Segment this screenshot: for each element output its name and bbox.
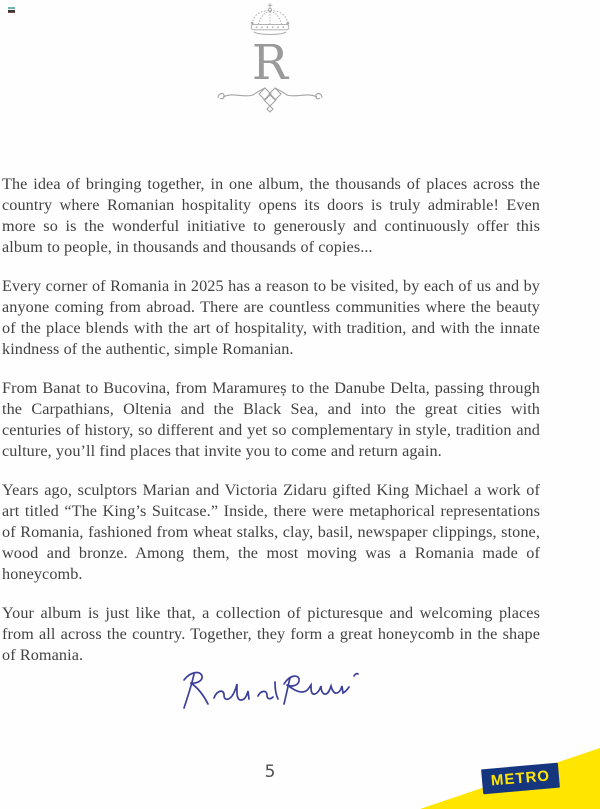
body-paragraph: Every corner of Romania in 2025 has a reason to be visited, by each of us and by anyone coming from abroad. There are countless communities where the beauty of the place blends with the art of hospitality, with tradition, and with the innate kindness of the authentic, simple Romanian. [2,277,540,358]
metro-logo [412,744,600,809]
body-paragraph: From Banat to Bucovina, from Maramureș to the Danube Delta, passing through the Carpathians, Oltenia and the Black Sea, and into the great cities with centuries of history, so different and yet so complementary in style, tradition and culture, you’ll find places that invite you to come and return again. [2,379,540,460]
royal-monogram [0,2,540,114]
page-number: 5 [264,762,276,782]
crown-icon [245,2,295,38]
metro-wordmark: METRO [490,767,551,790]
signature-handwriting [178,664,368,716]
monogram-letter: R [251,35,289,91]
body-paragraph: The idea of bringing together, in one album, the thousands of places across the country where Romanian hospitality opens its doors is truly admirable! Even more so is the wonderful initiative to generously and continuously offer this album to people, in thousands and thousands of copies... [2,175,540,256]
flourish-icon [215,82,325,114]
body-paragraph: Years ago, sculptors Marian and Victoria Zidaru gifted King Michael a work of art titled “The King’s Suitcase.” Inside, there were metaphorical representations of Romania, fashioned from wheat stalks, clay, basil, newspaper clippings, stone, wood and bronze. Among them, the most moving was a Romania made of honeycomb. [2,481,540,583]
body-paragraph: Your album is just like that, a collection of picturesque and welcoming places from all across the country. Together, they form a great honeycomb in the shape of Romania. [2,604,540,664]
letter-body [2,174,540,684]
